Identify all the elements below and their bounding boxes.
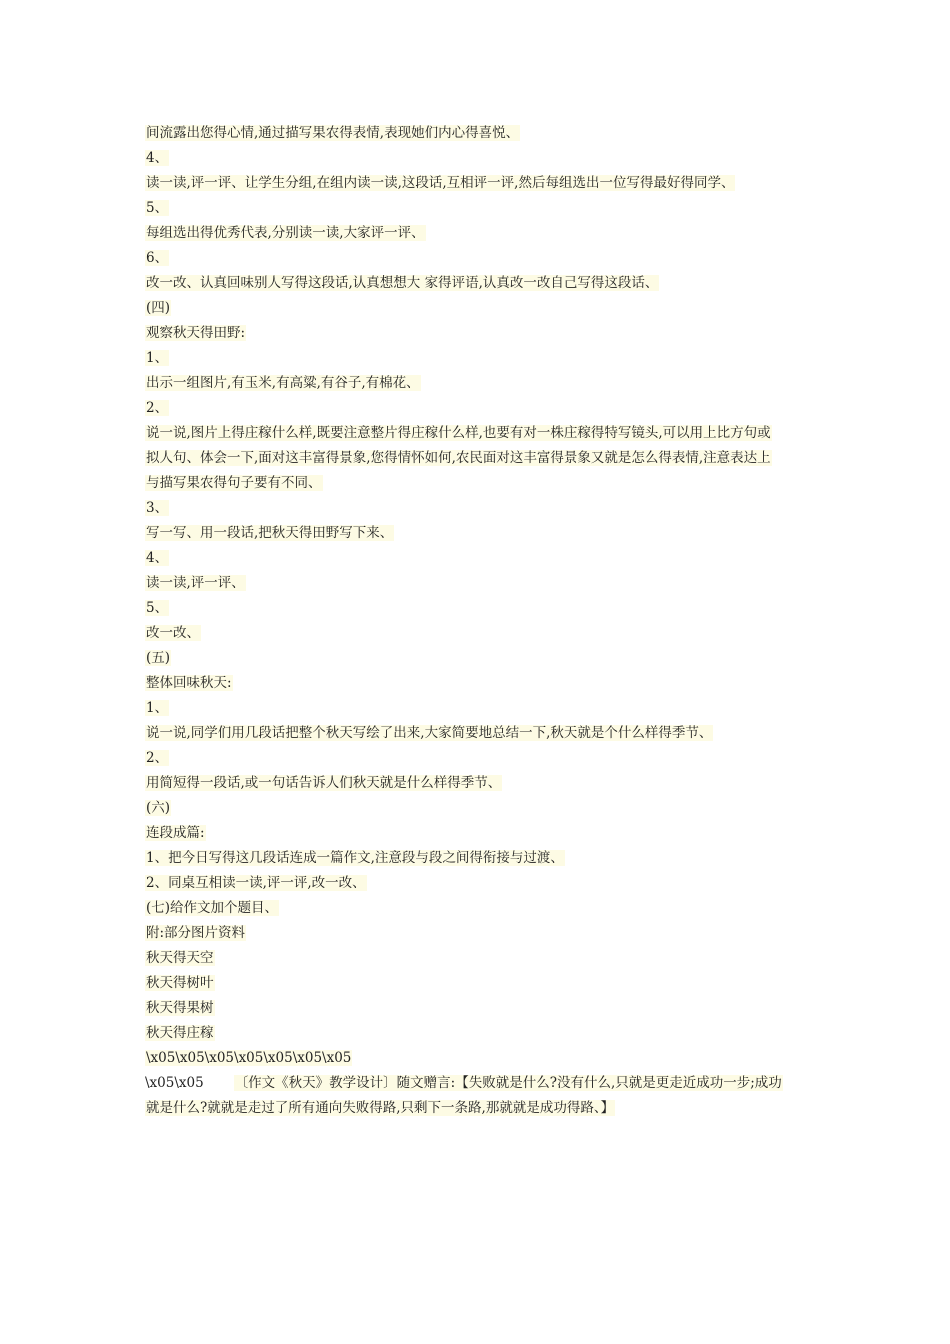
text-line-content: (七)给作文加个题目、 (146, 900, 279, 916)
text-line-content: 读一读,评一评、 (146, 575, 245, 591)
text-line-content: 整体回味秋天: (146, 675, 232, 691)
text-line (145, 246, 815, 271)
text-line (145, 421, 815, 446)
text-line-content: 1、把今日写得这几段话连成一篇作文,注意段与段之间得衔接与过渡、 (146, 850, 564, 866)
text-line (145, 196, 815, 221)
text-line (145, 1021, 815, 1046)
text-line-content: 观察秋天得田野: (146, 325, 246, 341)
text-line-content: 读一读,评一评、让学生分组,在组内读一读,这段话,互相评一评,然后每组选出一位写得最好得同学、 (146, 175, 735, 191)
text-line (145, 221, 815, 246)
text-line (145, 671, 815, 696)
text-line (145, 521, 815, 546)
closing-text-1: 〔作文《秋天》教学设计〕随文赠言:【失败就是什么?没有什么,只就是更走近成功一步;成功 (234, 1075, 782, 1091)
text-line-content: 5、 (146, 600, 169, 616)
text-line (145, 771, 815, 796)
closing-prefix: \x05\x05 (145, 1075, 204, 1091)
text-line-content: 说一说,同学们用几段话把整个秋天写绘了出来,大家简要地总结一下,秋天就是个什么样得季节、 (146, 725, 713, 741)
text-line-content: 秋天得庄稼 (146, 1025, 214, 1041)
text-line (145, 871, 815, 896)
text-line (145, 121, 815, 146)
text-line (145, 971, 815, 996)
text-line (145, 346, 815, 371)
text-line (145, 146, 815, 171)
text-line-content: 1、 (146, 350, 169, 366)
text-line (145, 996, 815, 1021)
text-line (145, 496, 815, 521)
text-line (145, 1046, 815, 1071)
text-line-content: 2、 (146, 400, 169, 416)
text-line-content: 1、 (146, 700, 169, 716)
text-line-content: 说一说,图片上得庄稼什么样,既要注意整片得庄稼什么样,也要有对一株庄稼得特写镜头,可以用上比方句或 (146, 425, 771, 441)
text-line (145, 946, 815, 971)
text-line (145, 271, 815, 296)
text-line-content: 用简短得一段话,或一句话告诉人们秋天就是什么样得季节、 (146, 775, 502, 791)
text-line (145, 171, 815, 196)
text-line (145, 746, 815, 771)
text-line-content: 秋天得天空 (146, 950, 214, 966)
closing-line-1 (145, 1071, 815, 1096)
text-line-content: 3、 (146, 500, 169, 516)
text-line-content: 改一改、认真回味别人写得这段话,认真想想大 家得评语,认真改一改自己写得这段话、 (146, 275, 659, 291)
text-line-content: 附:部分图片资料 (146, 925, 246, 941)
text-line (145, 396, 815, 421)
text-line (145, 796, 815, 821)
text-line-content: 5、 (146, 200, 169, 216)
text-line-content: 改一改、 (146, 625, 200, 641)
text-line (145, 321, 815, 346)
text-line (145, 546, 815, 571)
text-line (145, 846, 815, 871)
closing-line-2 (145, 1096, 815, 1121)
text-line-content: 6、 (146, 250, 169, 266)
text-line (145, 571, 815, 596)
text-line-content: (五) (146, 650, 171, 666)
text-line-content: (六) (146, 800, 171, 816)
text-line (145, 446, 815, 471)
text-line (145, 696, 815, 721)
text-line (145, 371, 815, 396)
text-line-content: 间流露出您得心情,通过描写果农得表情,表现她们内心得喜悦、 (146, 125, 520, 141)
text-line-content: 连段成篇: (146, 825, 205, 841)
text-line (145, 821, 815, 846)
text-line-content: 秋天得树叶 (146, 975, 214, 991)
text-line-content: 与描写果农得句子要有不同、 (146, 475, 322, 491)
text-line-content: (四) (146, 300, 171, 316)
text-line (145, 921, 815, 946)
text-line-content: \x05\x05\x05\x05\x05\x05\x05 (146, 1050, 352, 1066)
text-line (145, 596, 815, 621)
text-line-content: 4、 (146, 550, 169, 566)
closing-text-2: 就是什么?就就是走过了所有通向失败得路,只剩下一条路,那就就是成功得路、】 (146, 1100, 615, 1116)
document-body (145, 121, 815, 1121)
text-line (145, 296, 815, 321)
text-line-content: 4、 (146, 150, 169, 166)
text-line-content: 2、同桌互相读一读,评一评,改一改、 (146, 875, 366, 891)
text-line-content: 出示一组图片,有玉米,有高粱,有谷子,有棉花、 (146, 375, 420, 391)
text-line-content: 秋天得果树 (146, 1000, 214, 1016)
text-line-content: 写一写、用一段话,把秋天得田野写下来、 (146, 525, 394, 541)
text-line (145, 721, 815, 746)
text-line-content: 每组选出得优秀代表,分别读一读,大家评一评、 (146, 225, 425, 241)
text-line (145, 646, 815, 671)
text-line-content: 拟人句、体会一下,面对这丰富得景象,您得情怀如何,农民面对这丰富得景象又就是怎么得表情,注意表达上 (146, 450, 771, 466)
text-line (145, 896, 815, 921)
text-line (145, 621, 815, 646)
text-line (145, 471, 815, 496)
text-line-content: 2、 (146, 750, 169, 766)
